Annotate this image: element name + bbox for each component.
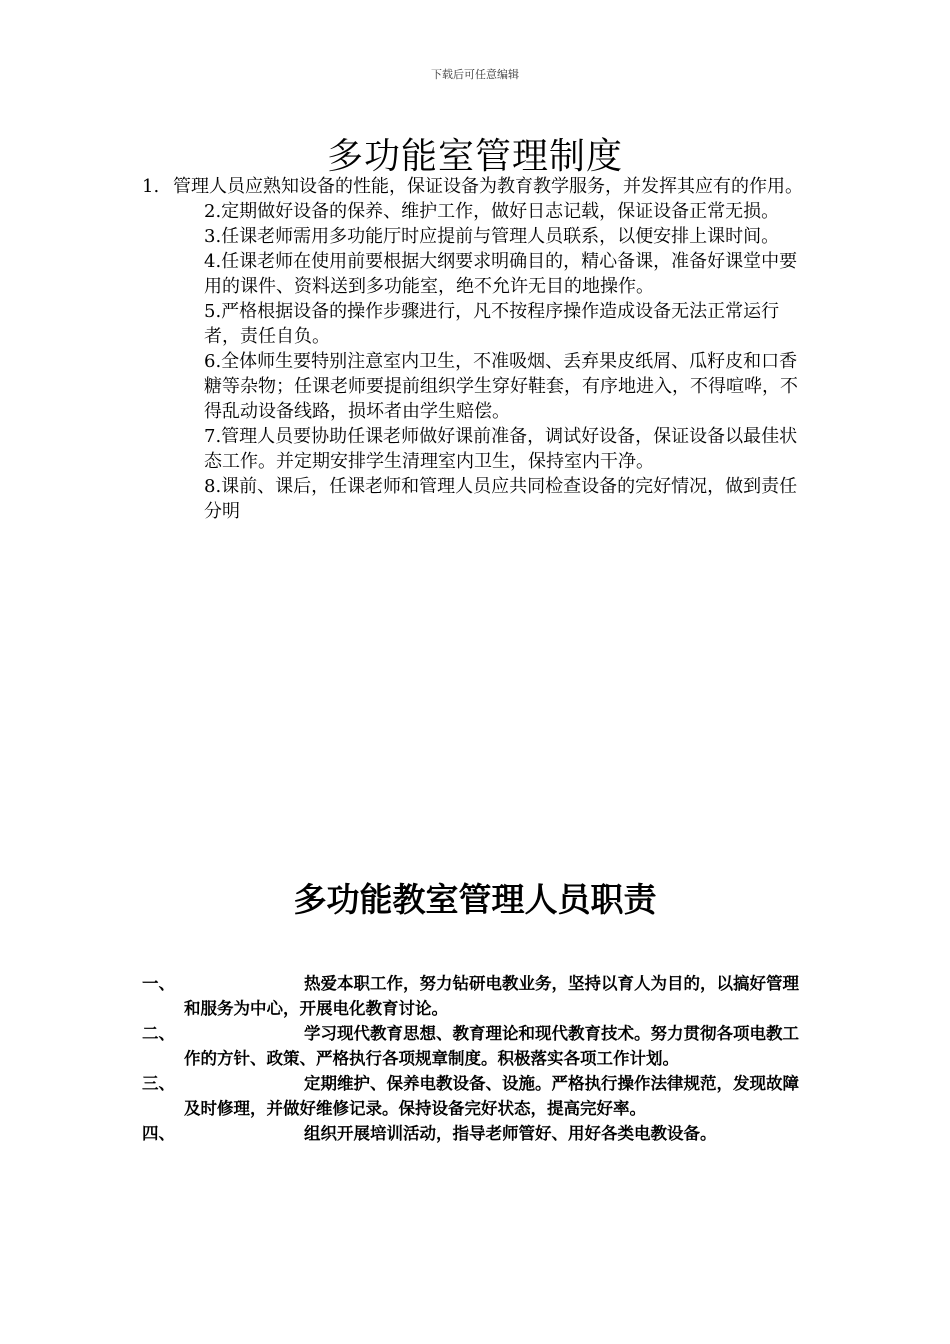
- page-title-duties: 多功能教室管理人员职责: [293, 880, 657, 919]
- duty-item: [142, 1021, 808, 1071]
- rule-text: 7.管理人员要协助任课老师做好课前准备，调试好设备，保证设备以最佳状态工作。并定期安排学生清理室内卫生，保持室内干净。: [204, 426, 798, 472]
- page-title-rules: 多功能室管理制度: [326, 136, 623, 177]
- rule-item: [142, 174, 808, 524]
- rule-text: 2.定期做好设备的保养、维护工作，做好日志记载，保证设备正常无损。: [204, 201, 780, 222]
- rule-text: 管理人员应熟知设备的性能，保证设备为教育教学服务，并发挥其应有的作用。: [173, 176, 803, 197]
- rule-text: 3.任课老师需用多功能厅时应提前与管理人员联系，以便安排上课时间。: [204, 226, 780, 247]
- header-note: 下载后可任意编辑: [431, 68, 519, 81]
- duty-item: [142, 1071, 808, 1121]
- duty-text: 组织开展培训活动，指导老师管好、用好各类电教设备。: [304, 1124, 717, 1143]
- duty-text: 热爱本职工作，努力钻研电教业务，坚持以育人为目的，以搞好管理和服务为中心，开展电化教育讨论。: [184, 974, 799, 1018]
- rule-text: 8.课前、课后，任课老师和管理人员应共同检查设备的完好情况，做到责任分明: [204, 476, 798, 522]
- duty-item: [142, 1121, 808, 1146]
- duties-list: [142, 971, 808, 1146]
- duty-item: [142, 971, 808, 1021]
- duty-marker: 二、: [142, 1024, 175, 1043]
- duty-marker: 四、: [142, 1124, 175, 1143]
- rule-text: 4.任课老师在使用前要根据大纲要求明确目的，精心备课，准备好课堂中要用的课件、资料送到多功能室，绝不允许无目的地操作。: [204, 251, 798, 297]
- rule-text: 5.严格根据设备的操作步骤进行，凡不按程序操作造成设备无法正常运行者，责任自负。: [204, 301, 780, 347]
- rules-list: [142, 174, 808, 524]
- duty-marker: 三、: [142, 1074, 175, 1093]
- duty-text: 定期维护、保养电教设备、设施。严格执行操作法律规范，发现故障及时修理，并做好维修记录。保持设备完好状态，提高完好率。: [184, 1074, 799, 1118]
- rule-text: 6.全体师生要特别注意室内卫生，不准吸烟、丢弃果皮纸屑、瓜籽皮和口香糖等杂物；任课老师要提前组织学生穿好鞋套，有序地进入，不得喧哗，不得乱动设备线路，损坏者由学生赔偿。: [204, 351, 798, 422]
- duty-marker: 一、: [142, 974, 175, 993]
- duty-text: 学习现代教育思想、教育理论和现代教育技术。努力贯彻各项电教工作的方针、政策、严格执行各项规章制度。积极落实各项工作计划。: [184, 1024, 799, 1068]
- rule-number: 1.: [142, 176, 160, 197]
